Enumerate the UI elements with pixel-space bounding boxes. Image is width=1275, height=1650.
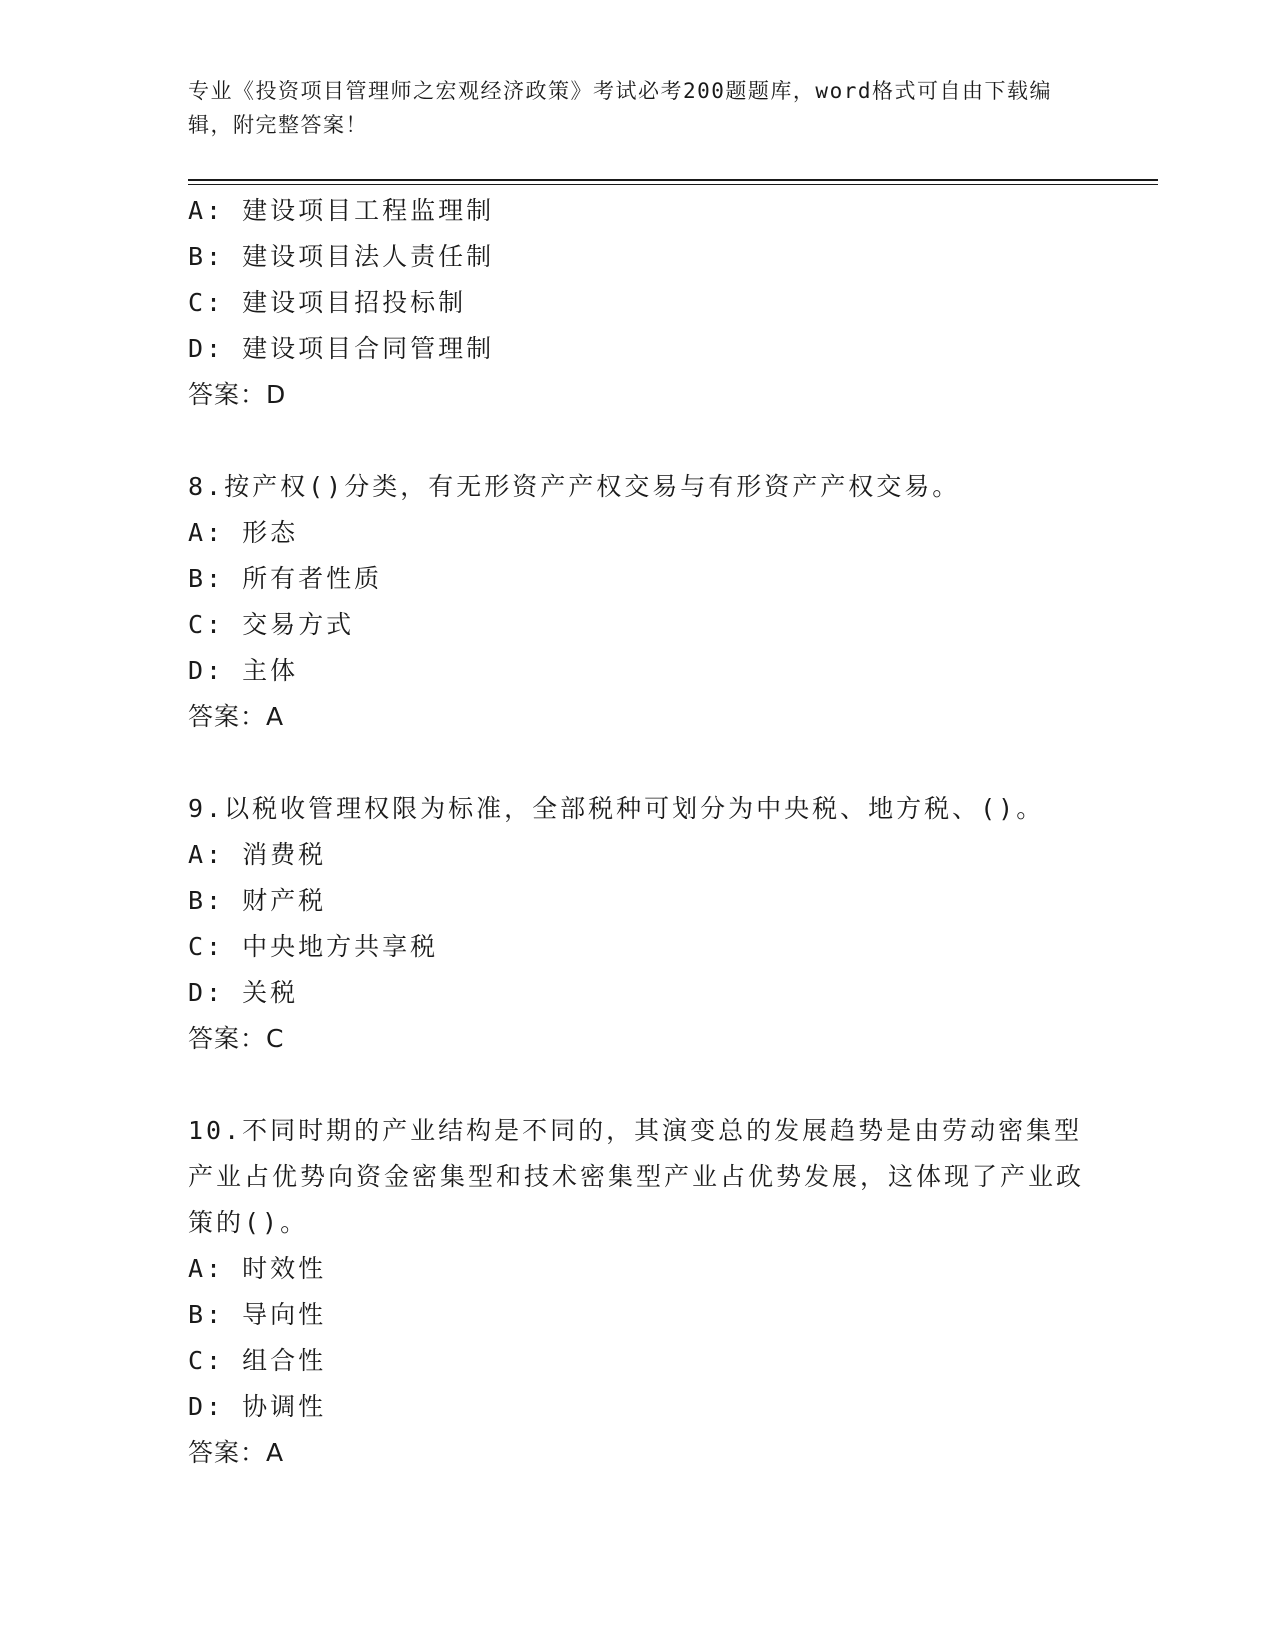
answer-line: 答案：A [188, 1438, 285, 1467]
option-d: D: 建设项目合同管理制 [188, 334, 495, 363]
question-block-7 [188, 188, 1108, 418]
answer-line: 答案：D [188, 380, 287, 409]
question-text: 9.以税收管理权限为标准，全部税种可划分为中央税、地方税、()。 [188, 794, 1045, 823]
question-block-8 [188, 464, 1108, 740]
option-b: B: 建设项目法人责任制 [188, 242, 495, 271]
header-rule-thick [188, 179, 1158, 181]
option-c: C: 组合性 [188, 1346, 327, 1375]
option-b: B: 导向性 [188, 1300, 327, 1329]
header-rule-thin [188, 184, 1158, 185]
option-a: A: 时效性 [188, 1254, 327, 1283]
answer-line: 答案：A [188, 702, 285, 731]
question-block-10 [188, 1108, 1108, 1476]
question-text: 8.按产权()分类，有无形资产产权交易与有形资产产权交易。 [188, 472, 961, 501]
option-c: C: 建设项目招投标制 [188, 288, 467, 317]
option-b: B: 所有者性质 [188, 564, 383, 593]
option-d: D: 主体 [188, 656, 299, 685]
option-b: B: 财产税 [188, 886, 327, 915]
answer-line: 答案：C [188, 1024, 285, 1053]
option-c: C: 交易方式 [188, 610, 355, 639]
question-list [188, 188, 1108, 1476]
option-a: A: 建设项目工程监理制 [188, 196, 495, 225]
page-header: 专业《投资项目管理师之宏观经济政策》考试必考200题题库，word格式可自由下载编辑，附完整答案！ [188, 79, 1052, 137]
option-d: D: 关税 [188, 978, 299, 1007]
spacer [188, 740, 1108, 786]
option-c: C: 中央地方共享税 [188, 932, 439, 961]
question-text: 10.不同时期的产业结构是不同的，其演变总的发展趋势是由劳动密集型产业占优势向资金密集型和技术密集型产业占优势发展，这体现了产业政策的()。 [188, 1116, 1085, 1237]
spacer [188, 1062, 1108, 1108]
option-a: A: 消费税 [188, 840, 327, 869]
option-a: A: 形态 [188, 518, 299, 547]
option-d: D: 协调性 [188, 1392, 327, 1421]
spacer [188, 418, 1108, 464]
question-block-9 [188, 786, 1108, 1062]
